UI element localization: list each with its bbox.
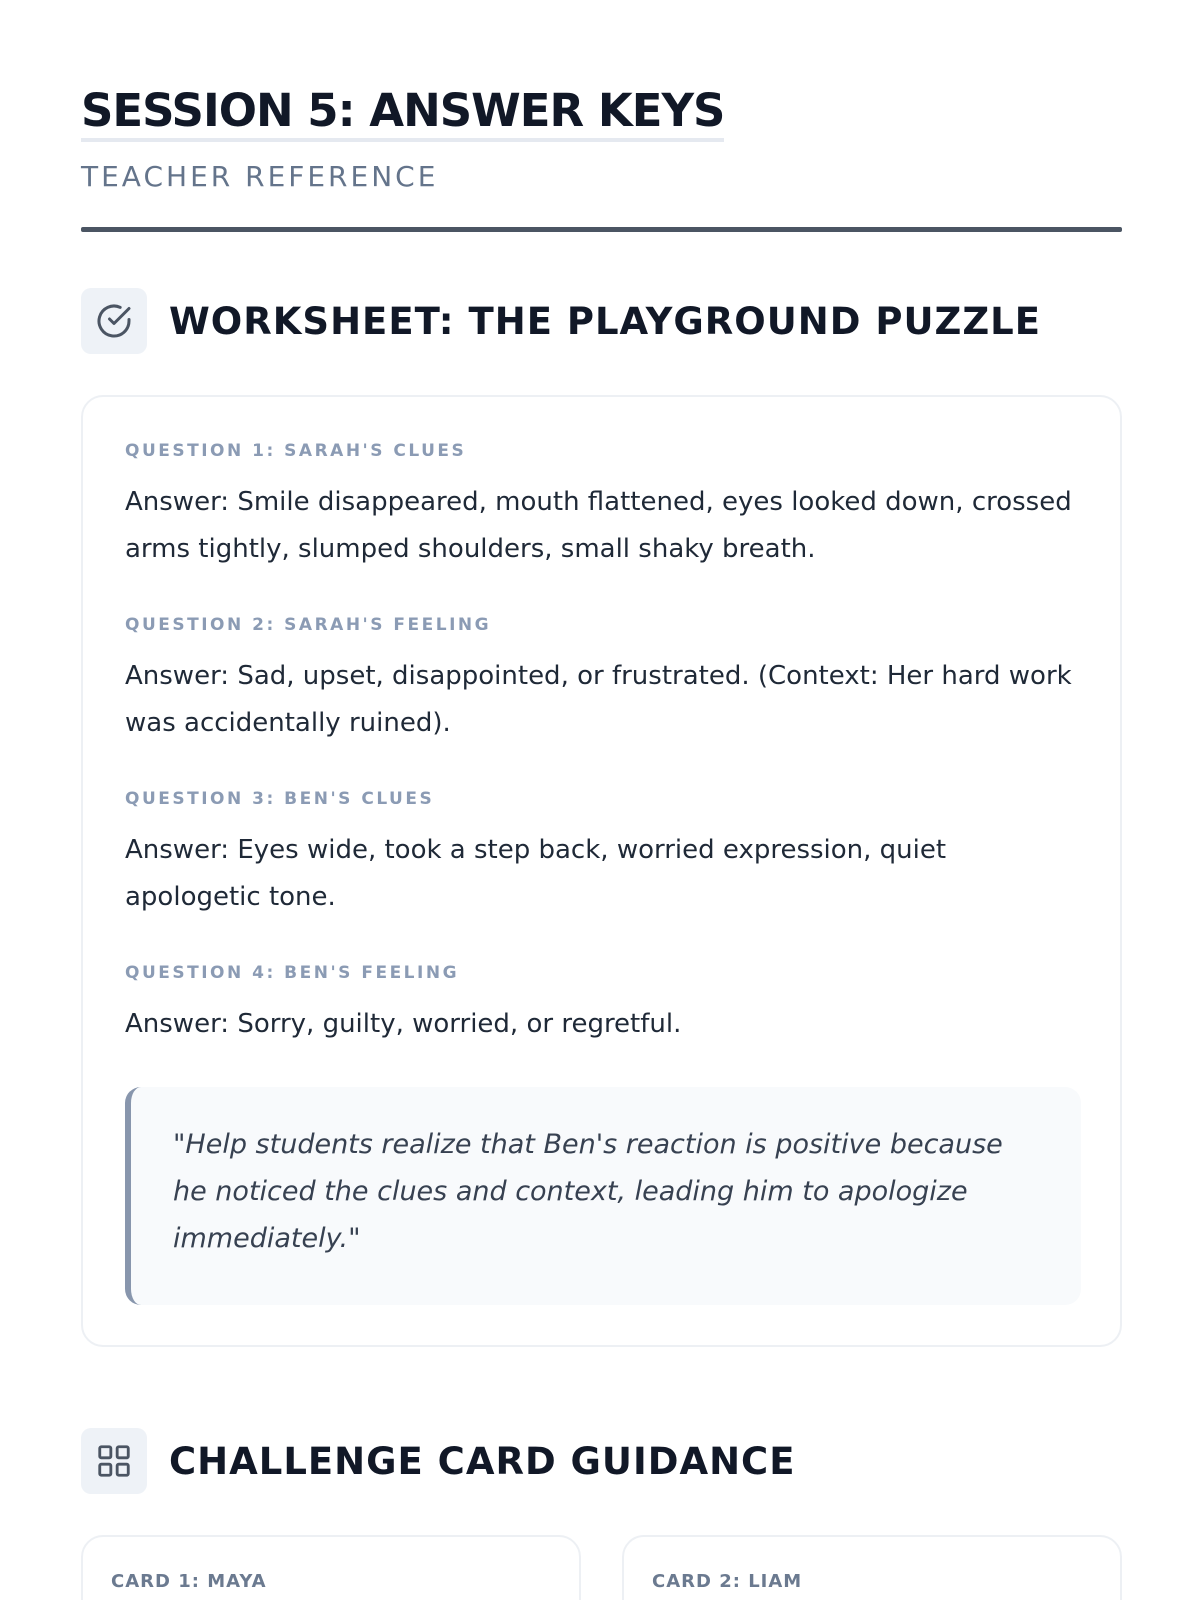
- question-4-label: QUESTION 4: BEN'S FEELING: [125, 963, 460, 983]
- question-3-answer: Answer: Eyes wide, took a step back, worried expression, quiet apologetic tone.: [125, 835, 947, 912]
- teacher-note-callout: [125, 1087, 1081, 1305]
- worksheet-answer-card: [81, 395, 1122, 1347]
- page-subtitle: TEACHER REFERENCE: [81, 160, 439, 193]
- question-4-answer: Answer: Sorry, guilty, worried, or regretful.: [125, 1009, 682, 1039]
- worksheet-title: WORKSHEET: THE PLAYGROUND PUZZLE: [169, 299, 1042, 343]
- challenge-section-header: [81, 1428, 795, 1494]
- question-3-label: QUESTION 3: BEN'S CLUES: [125, 789, 435, 809]
- check-circle-icon: [81, 288, 147, 354]
- question-1-label: QUESTION 1: SARAH'S CLUES: [125, 441, 467, 461]
- question-1-answer: Answer: Smile disappeared, mouth flattened, eyes looked down, crossed arms tightly, slumped shoulders, small shaky breath.: [125, 487, 1072, 564]
- question-2-label: QUESTION 2: SARAH'S FEELING: [125, 615, 492, 635]
- title-divider: [81, 227, 1122, 232]
- challenge-card-1-label: CARD 1: MAYA: [111, 1571, 267, 1592]
- challenge-card-2-label: CARD 2: LIAM: [652, 1571, 803, 1592]
- page-title: SESSION 5: ANSWER KEYS: [81, 84, 724, 142]
- challenge-card-2: [622, 1535, 1122, 1600]
- worksheet-section-header: [81, 288, 1041, 354]
- challenge-card-1: [81, 1535, 581, 1600]
- grid-icon: [81, 1428, 147, 1494]
- question-2-answer: Answer: Sad, upset, disappointed, or frustrated. (Context: Her hard work was accidentally ruined).: [125, 661, 1072, 738]
- challenge-title: CHALLENGE CARD GUIDANCE: [169, 1439, 796, 1483]
- teacher-note-text: "Help students realize that Ben's reaction is positive because he noticed the clues and context, leading him to apologize immediately.": [173, 1129, 1003, 1254]
